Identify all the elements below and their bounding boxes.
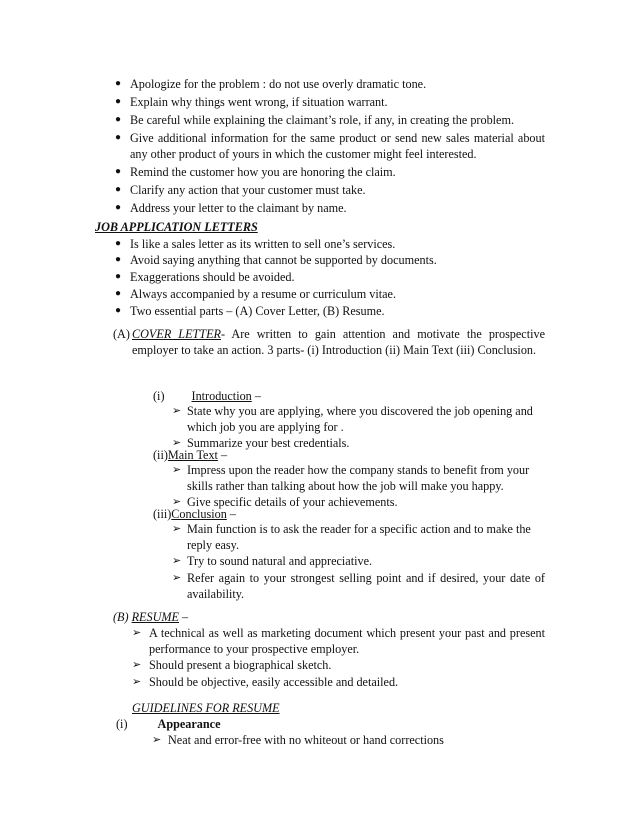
cover-letter-marker: (A) — [113, 327, 130, 341]
list-item-text: Is like a sales letter as its written to sell one’s services. — [130, 237, 396, 251]
list-item: ● Explain why things went wrong, if situation warrant. — [115, 95, 388, 109]
list-item-text: Neat and error-free with no whiteout or hand corrections — [168, 733, 444, 747]
resume-marker: (B) — [113, 610, 129, 624]
appearance-heading — [116, 716, 220, 732]
list-item-text: Remind the customer how you are honoring the claim. — [130, 165, 396, 179]
list-item-text: Explain why things went wrong, if situation warrant. — [130, 95, 388, 109]
introduction-title: Introduction — [191, 389, 252, 403]
resume-title: RESUME — [131, 610, 179, 624]
list-item-text: Two essential parts – (A) Cover Letter, (B) Resume. — [130, 304, 385, 318]
claim-response-list — [115, 76, 545, 218]
introduction-number: (i) — [153, 389, 165, 403]
main-text-title: Main Text — [167, 448, 218, 462]
list-item: ➢ Refer again to your strongest selling point and if desired, your date of availability. — [172, 571, 545, 601]
cover-letter-text: - Are written to gain attention and motivate the prospective employer to take an action. 3 parts- (i) Introduction (ii) Main Text (iii) Conclusion. — [132, 327, 545, 357]
list-item: ➢ State why you are applying, where you discovered the job opening and which job you are applying for . — [172, 403, 545, 435]
list-item: ● Is like a sales letter as its written to sell one’s services. — [115, 237, 396, 251]
cover-letter-title: COVER LETTER — [132, 327, 221, 341]
introduction-heading — [153, 388, 261, 404]
resume-dash: – — [179, 610, 189, 624]
list-item: ➢ Should be objective, easily accessible and detailed. — [132, 675, 399, 689]
list-item-text: Be careful while explaining the claimant’s role, if any, in creating the problem. — [130, 113, 514, 127]
job-application-heading: JOB APPLICATION LETTERS — [95, 220, 258, 234]
main-text-heading — [153, 447, 227, 463]
list-item-text: Should present a biographical sketch. — [149, 658, 332, 672]
list-item: ➢ Give specific details of your achievements. — [172, 495, 398, 509]
resume-heading — [113, 609, 188, 625]
list-item-text: Give additional information for the same product or send new sales material about any other product of yours in which the customer might feel interested. — [130, 131, 545, 161]
guidelines-heading: GUIDELINES FOR RESUME — [132, 701, 280, 715]
conclusion-list — [172, 521, 545, 602]
list-item: ➢ Try to sound natural and appreciative. — [172, 554, 373, 568]
list-item-text: Always accompanied by a resume or curriculum vitae. — [130, 287, 396, 301]
list-item-text: Apologize for the problem : do not use overly dramatic tone. — [130, 77, 427, 91]
appearance-number: (i) — [116, 717, 128, 731]
list-item-text: Avoid saying anything that cannot be supported by documents. — [130, 253, 437, 267]
introduction-dash: – — [251, 389, 261, 403]
list-item: ● Apologize for the problem : do not use overly dramatic tone. — [115, 77, 427, 91]
list-item: ● Be careful while explaining the claimant’s role, if any, in creating the problem. — [115, 113, 514, 127]
list-item: ● Always accompanied by a resume or curriculum vitae. — [115, 287, 396, 301]
list-item-text: Impress upon the reader how the company stands to benefit from your skills rather than talking about how the job will make you happy. — [187, 463, 530, 493]
cover-letter-paragraph — [113, 326, 545, 358]
list-item: ● Avoid saying anything that cannot be supported by documents. — [115, 253, 437, 267]
conclusion-dash: – — [226, 507, 236, 521]
appearance-list — [152, 732, 545, 748]
resume-list — [132, 625, 545, 691]
list-item: ● Remind the customer how you are honoring the claim. — [115, 165, 396, 179]
main-text-dash: – — [217, 448, 228, 462]
list-item: ➢ Neat and error-free with no whiteout or hand corrections — [152, 733, 444, 747]
conclusion-title: Conclusion — [171, 507, 227, 521]
list-item: ● Clarify any action that your customer must take. — [115, 183, 366, 197]
main-text-list — [172, 462, 545, 510]
list-item: ➢ Main function is to ask the reader for a specific action and to make the reply easy. — [172, 521, 545, 553]
cover-letter-section — [113, 326, 545, 358]
list-item: ➢ A technical as well as marketing document which present your past and present performance to your prospective employer. — [132, 626, 545, 656]
conclusion-heading — [153, 506, 236, 522]
job-application-list — [115, 236, 545, 320]
list-item-text: State why you are applying, where you discovered the job opening and which job you are applying for . — [187, 404, 533, 434]
introduction-list — [172, 403, 545, 451]
main-text-number: (ii) — [153, 448, 168, 462]
appearance-title: Appearance — [157, 717, 221, 731]
list-item-text: Exaggerations should be avoided. — [130, 270, 295, 284]
list-item: ● Address your letter to the claimant by name. — [115, 201, 347, 215]
list-item: ● Give additional information for the same product or send new sales material about any other product of yours in which the customer might feel interested. — [115, 131, 545, 161]
list-item-text: A technical as well as marketing document which present your past and present performance to your prospective employer. — [149, 626, 545, 656]
list-item: ➢ Should present a biographical sketch. — [132, 658, 332, 672]
list-item-text: Should be objective, easily accessible and detailed. — [149, 675, 399, 689]
list-item-text: Clarify any action that your customer must take. — [130, 183, 366, 197]
list-item-text: Refer again to your strongest selling point and if desired, your date of availability. — [187, 571, 545, 601]
list-item-text: Address your letter to the claimant by name. — [130, 201, 347, 215]
list-item-text: Try to sound natural and appreciative. — [187, 554, 373, 568]
list-item: ● Exaggerations should be avoided. — [115, 270, 295, 284]
conclusion-number: (iii) — [153, 507, 172, 521]
list-item: ➢ Impress upon the reader how the company stands to benefit from your skills rather than talking about how the job will make you happy. — [172, 462, 545, 494]
list-item: ➢ Summarize your best credentials. — [172, 436, 350, 450]
list-item-text: Give specific details of your achievements. — [187, 495, 398, 509]
list-item-text: Main function is to ask the reader for a specific action and to make the reply easy. — [187, 522, 531, 552]
list-item-text: Summarize your best credentials. — [187, 436, 350, 450]
list-item: ● Two essential parts – (A) Cover Letter, (B) Resume. — [115, 304, 385, 318]
